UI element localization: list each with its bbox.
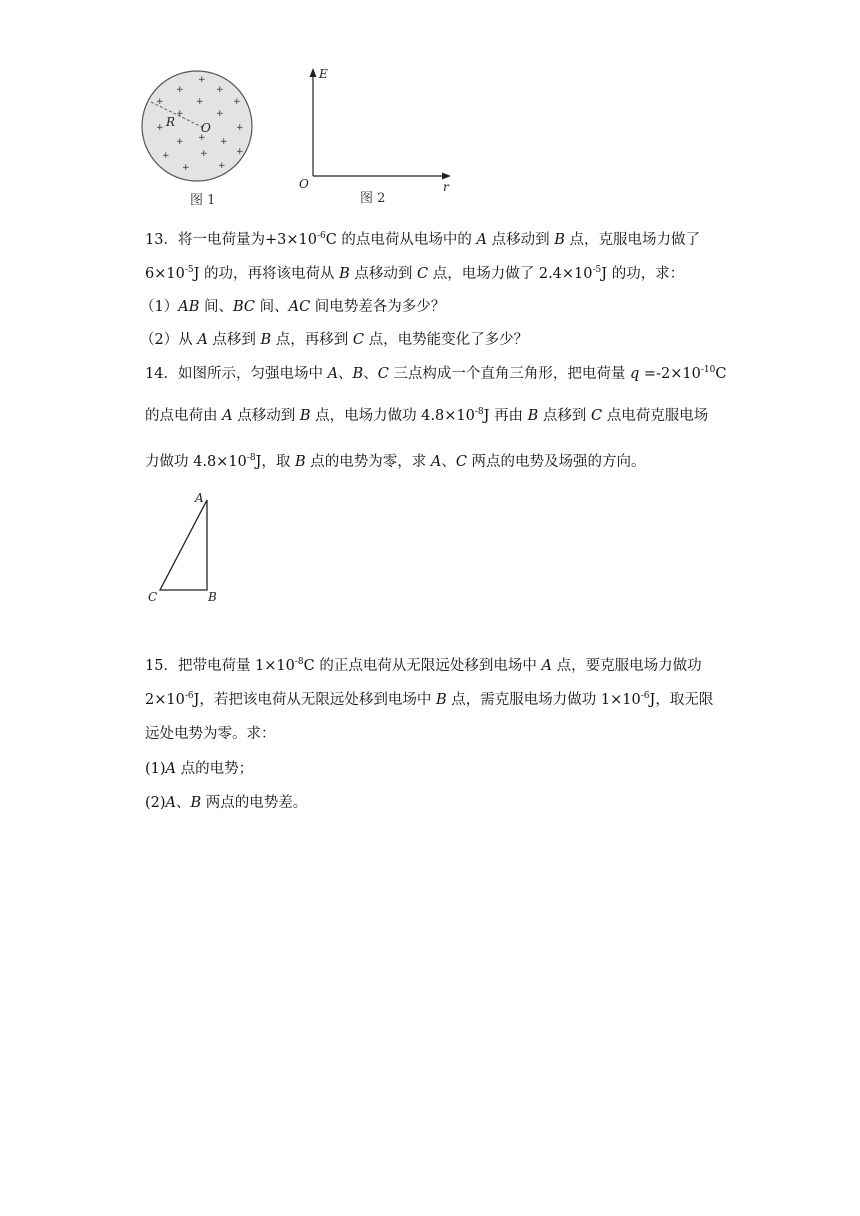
q15-line-5: (2)A、B 两点的电势差。 [145,795,308,811]
figure-2-caption: 图 2 [360,191,386,206]
x-axis-label: r [443,180,449,194]
q15-line-3: 远处电势为零。求： [145,726,276,742]
svg-text:+: + [176,137,184,147]
vertex-b-label: B [208,590,217,604]
q13-line-4: （2）从 A 点移到 B 点，再移到 C 点，电势能变化了多少？ [140,332,529,348]
q15-line-1: 15．把带电荷量 $1\times 10^{-8}C$ 的正点电荷从无限远处移到电场中 A 点，要克服电场力做功 [145,657,702,674]
center-label: O [201,121,211,135]
q14-line-3: 力做功 $4.8\times 10^{-8}J$，取 B 点的电势为零，求 A、C 两点的电势及场强的方向。 [145,453,646,470]
svg-text:+: + [156,123,164,133]
svg-text:+: + [156,97,164,107]
svg-text:+: + [216,85,224,95]
svg-text:+: + [176,109,184,119]
q13-line-3: （1）AB 间、BC 间、AC 间电势差各为多少？ [140,299,446,315]
svg-text:+: + [182,163,190,173]
q14-line-2: 的点电荷由 A 点移动到 B 点，电场力做功 $4.8\times 10^{-8}J$ 再由 B 点移到 C 点电荷克服电场 [145,407,709,424]
x-axis-arrow [442,173,451,180]
q13-line-2: $6\times 10^{-5}J$ 的功，再将该电荷从 B 点移动到 C 点，电场力做了 $2.4\times 10^{-5}J$ 的功，求： [145,265,685,282]
y-axis-arrow [310,68,317,77]
svg-text:+: + [196,97,204,107]
q15-line-2: $2\times 10^{-6}J$，若把该电荷从无限远处移到电场中 B 点，需克服电场力做功 $1\times 10^{-6}J$，取无限 [145,691,714,708]
svg-text:+: + [198,75,206,85]
svg-text:+: + [220,137,228,147]
svg-text:+: + [162,151,170,161]
figure-1-charged-sphere [140,64,270,214]
q13-line-1: 13．将一电荷量为$+3\times 10^{-6}C$ 的点电荷从电场中的 A 点移动到 B 点，克服电场力做了 [145,231,700,248]
figure-1-caption: 图 1 [190,193,216,208]
vertex-a-label: A [195,491,204,505]
svg-text:+: + [198,133,206,143]
vertex-c-label: C [148,590,158,604]
svg-text:+: + [236,147,244,157]
triangle-figure [142,488,232,608]
q15-line-4: (1)A 点的电势； [145,761,254,777]
svg-text:+: + [218,161,226,171]
svg-text:+: + [176,85,184,95]
figure-2-axes [295,64,460,214]
svg-text:+: + [233,97,241,107]
y-axis-label: E [319,67,328,81]
q14-line-1: 14．如图所示，匀强电场中 A、B、C 三点构成一个直角三角形，把电荷量 $q =-2\times 10^{-10}C$ [145,365,727,382]
radius-label: R [166,115,176,129]
svg-text:+: + [216,109,224,119]
svg-text:+: + [236,123,244,133]
origin-label: O [299,177,309,191]
svg-text:+: + [200,149,208,159]
right-triangle [160,500,207,590]
